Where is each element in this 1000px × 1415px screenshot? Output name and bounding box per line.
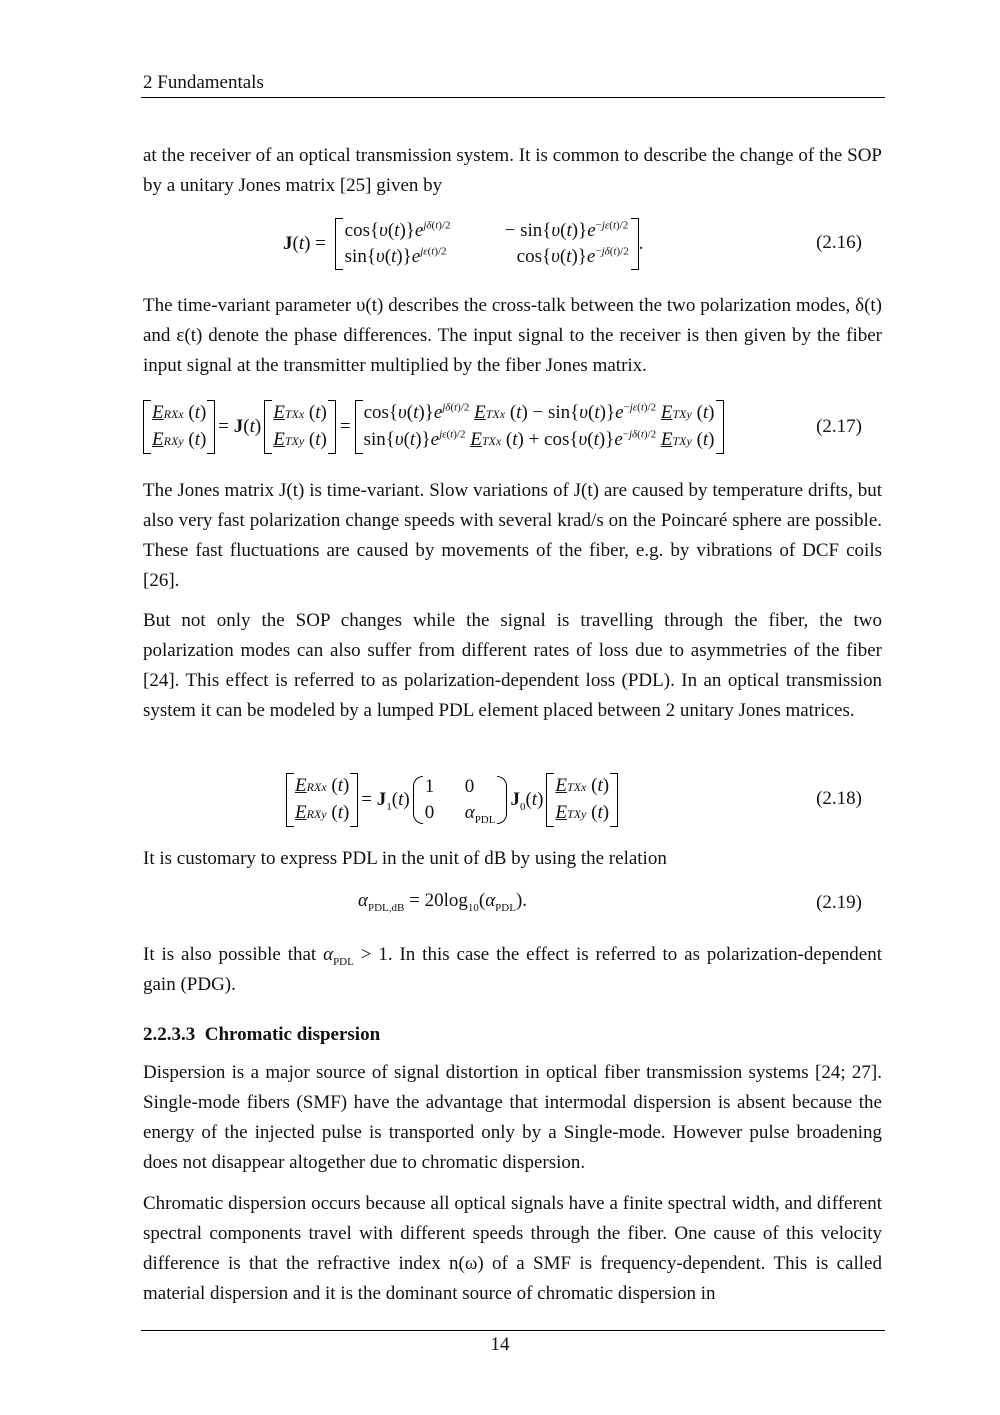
eq217-result-vector: $\cos\{\upsilon(t)\}e^{j\delta(t)/2}$ ETXx $(t) - \sin\{\upsilon(t)\}e^{-j\varepsilon(t)/2}$ ETXy (t) $\sin\{\upsilon(t)\}e^{j\varepsilon(t)/2}$ ETXx $(t) + \cos\{\upsilon(t)\}e^{-j\delta(t)/2}$ ETXy (t) xyxy=(355,400,724,454)
eq216-matrix xyxy=(335,218,639,270)
eq216-lhs: J(t) = xyxy=(283,233,331,254)
eq218-pdl-matrix: 1 0 0 $\alpha_{PDL}$ xyxy=(413,774,508,826)
equation-2-19 xyxy=(143,888,882,918)
section-number: 2.2.3.3 xyxy=(143,1024,196,1045)
eq217-tx-vector: ETXx (t) ETXy (t) xyxy=(264,400,336,454)
eq217-equals: = xyxy=(339,416,351,437)
eq219-expression: $\alpha_{PDL,dB} = 20\log_{10}(\alpha_{PDL})$. xyxy=(358,890,528,914)
equation-2-17 xyxy=(143,396,882,458)
equation-2-18 xyxy=(143,770,882,830)
eq217-lhs-vector: ERXx (t) ERXy (t) xyxy=(143,400,215,454)
section-heading xyxy=(143,1024,380,1046)
eq216-number: (2.16) xyxy=(816,232,862,253)
eq218-j0: $J_0(t)$ xyxy=(510,789,544,813)
eq216-m21: $\sin\{\upsilon(t)\}e^{j\varepsilon(t)/2}$ xyxy=(344,245,447,267)
eq216-tail: . xyxy=(638,233,644,254)
eq218-tx-vector: ETXx (t) ETXy (t) xyxy=(546,773,618,827)
eq216-m11: $\cos\{\upsilon(t)\}e^{j\delta(t)/2}$ xyxy=(344,219,451,241)
paragraph-5: It is customary to express PDL in the unit of dB by using the relation xyxy=(143,848,667,869)
eq218-number: (2.18) xyxy=(816,788,862,809)
paragraph-1: at the receiver of an optical transmission system. It is common to describe the change of the SOP by a unitary Jones matrix [25] given by xyxy=(143,145,882,196)
header-rule xyxy=(141,97,885,98)
footer-rule xyxy=(141,1330,885,1331)
eq219-number: (2.19) xyxy=(816,892,862,913)
eq218-j1: = $J_1(t)$ xyxy=(361,789,410,813)
paragraph-4: But not only the SOP changes while the signal is travelling through the fiber, the two polarization modes can also suffer from different rates of loss due to asymmetries of the fiber [24]. This effect is referred to as polarization-dependent loss (PDL). In an optical transmission system it can be modeled by a lumped PDL element placed between 2 unitary Jones matrices. xyxy=(143,610,882,721)
section-title: Chromatic dispersion xyxy=(204,1024,381,1045)
equation-2-16 xyxy=(143,214,882,274)
paragraph-6: It is also possible that $\alpha_{PDL} > 1$. In this case the effect is referred to as polarization-dependent gain (PDG). xyxy=(143,944,883,995)
eq216-m12: − $\sin\{\upsilon(t)\}e^{-j\varepsilon(t)/2}$ xyxy=(504,219,629,241)
paragraph-3: The Jones matrix J(t) is time-variant. Slow variations of J(t) are caused by temperature drifts, but also very fast polarization change speeds with several krad/s on the Poincaré sphere are possible. These fast fluctuations are caused by movements of the fiber, e.g. by vibrations of DCF coils [26]. xyxy=(143,480,882,591)
paragraph-8: Chromatic dispersion occurs because all optical signals have a finite spectral width, and different spectral components travel with different speeds through the fiber. One cause of this velocity difference is that the refractive index n(ω) of a SMF is frequency-dependent. This is called material dispersion and it is the dominant source of chromatic dispersion in xyxy=(143,1193,882,1304)
paragraph-7: Dispersion is a major source of signal distortion in optical fiber transmission systems [24; 27]. Single-mode fibers (SMF) have the advantage that intermodal dispersion is absent because the energy of the injected pulse is transported only by a Single-mode. However pulse broadening does not disappear altogether due to chromatic dispersion. xyxy=(143,1062,882,1173)
paragraph-2: The time-variant parameter υ(t) describes the cross-talk between the two polarization modes, δ(t) and ε(t) denote the phase differences. The input signal to the receiver is then given by the fiber input signal at the transmitter multiplied by the fiber Jones matrix. xyxy=(143,295,882,376)
eq218-rx-vector: ERXx (t) ERXy (t) xyxy=(286,773,358,827)
eq217-jones: = J(t) xyxy=(218,416,262,437)
eq216-m22: $\cos\{\upsilon(t)\}e^{-j\delta(t)/2}$ xyxy=(516,245,629,267)
page-number: 14 xyxy=(490,1334,510,1355)
eq217-number: (2.17) xyxy=(816,416,862,437)
running-header: 2 Fundamentals xyxy=(143,72,264,93)
